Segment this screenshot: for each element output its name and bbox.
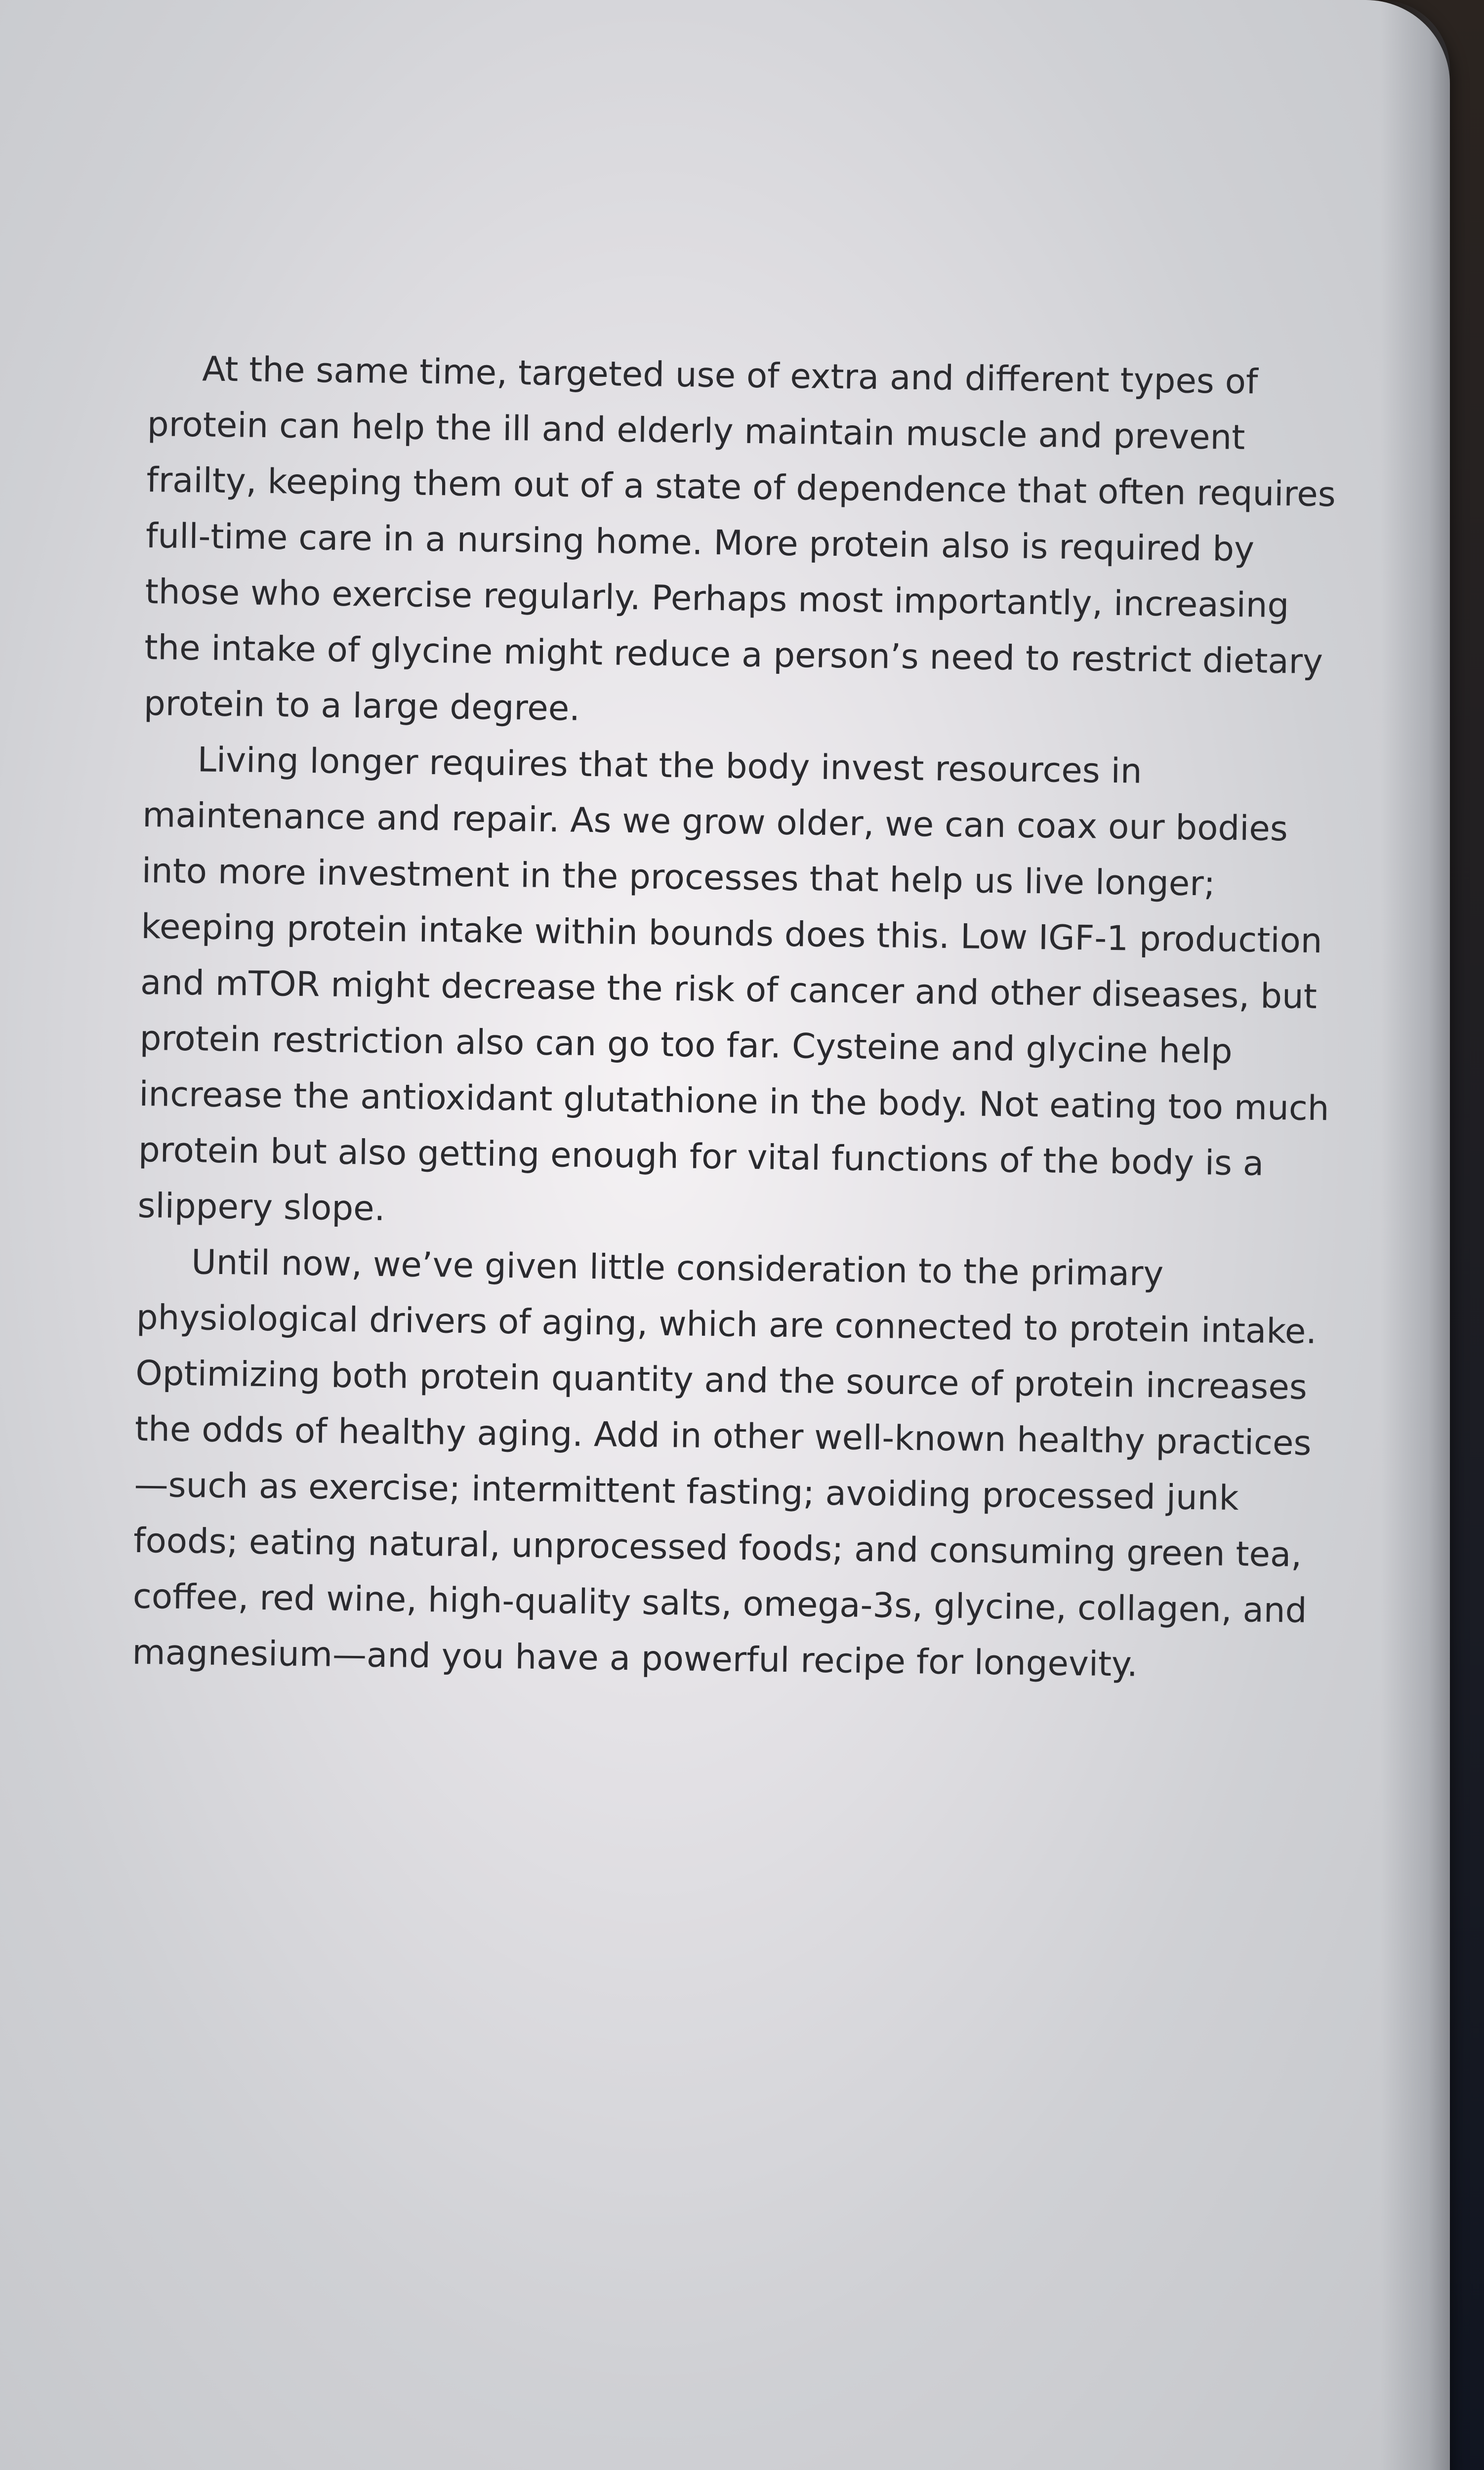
paragraph-2: Living longer requires that the body invest resources in maintenance and repair. As we grow older, we can coax our bodies into more investment in the processes that help us live longer; keeping protein intake within bounds does this. Low IGF-1 production and mTOR might decrease the risk of cancer and other diseases, but protein restriction also can go too far. Cysteine and glycine help increase the antioxidant glutathione in the body. Not eating too much protein but also getting enough for vital functions of the body is a slippery slope. (137, 740, 1330, 1229)
page-curl-shadow (1381, 0, 1450, 2470)
paragraph-3: Until now, we’ve given little consideration to the primary physiological drivers of aging, which are connected to protein intake. Optimizing both protein quantity and the source of protein increases the odds of healthy aging. Add in other well-known healthy practices—such as exercise; intermittent fasting; avoiding processed junk foods; eating natural, unprocessed foods; and consuming green tea, coffee, red wine, high-quality salts, omega-3s, glycine, collagen, and magnesium—and you have a powerful recipe for longevity. (132, 1242, 1317, 1685)
body-text (132, 341, 1359, 1695)
paragraph-1: At the same time, targeted use of extra and different types of protein can help the ill and elderly maintain muscle and prevent frailty, keeping them out of a state of dependence that often requires full-time care in a nursing home. More protein also is required by those who exercise regularly. Perhaps most importantly, increasing the intake of glycine might reduce a person’s need to restrict dietary protein to a large degree. (143, 349, 1336, 729)
